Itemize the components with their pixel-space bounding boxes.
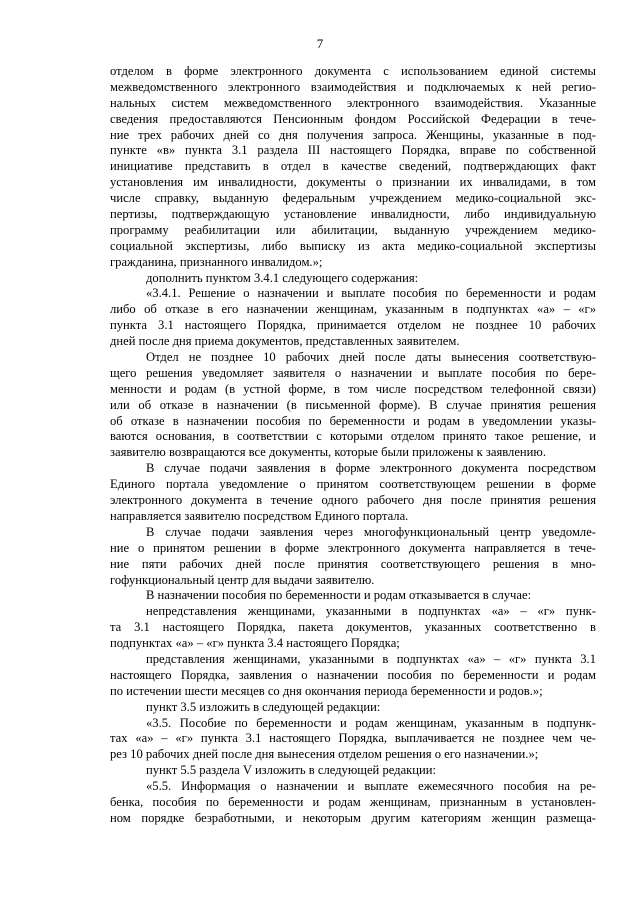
page-number: 7 (316, 36, 324, 51)
text-line: пункт 3.5 изложить в следующей редакции: (146, 699, 381, 714)
text-line: Отдел не позднее 10 рабочих дней после даты вынесения соответствую- (146, 350, 596, 365)
text-line: «5.5. Информация о назначении и выплате ежемесячного пособия на ре- (146, 779, 596, 794)
text-line: настоящего Порядка, заявления о назначении пособия по беременности и родам (110, 667, 596, 682)
text-line: гофункциональный центр для выдачи заявителю. (110, 572, 375, 587)
text-line: ние пяти рабочих дней после принятия соответствующего решения в мно- (110, 556, 596, 571)
text-line: ваются основания, в соответствии с которыми отделом принято такое решение, и (110, 429, 596, 444)
text-line: щего решения уведомляет заявителя о назначении и выплате пособия по бере- (110, 365, 596, 380)
text-line: установления им инвалидности, документы о признании их инвалидами, в том (110, 175, 596, 190)
text-line: В случае подачи заявления через многофункциональный центр уведомле- (146, 524, 596, 539)
text-line: по истечении шести месяцев со дня окончания периода беременности и родов.»; (110, 683, 543, 698)
text-line: тах «а» – «г» пункта 3.1 настоящего Порядка, выплачивается не позднее чем че- (110, 731, 596, 746)
text-line: об отказе в назначении пособия по беременности и родам в уведомлении указы- (110, 413, 596, 428)
text-line: сведения предоставляются Пенсионным фондом Российской Федерации в тече- (110, 111, 596, 126)
text-line: электронного документа в течение одного рабочего дня после принятия решения (110, 493, 596, 508)
text-line: представления женщинами, указанными в подпунктах «а» – «г» пункта 3.1 (146, 651, 596, 666)
text-line: ние о принятом решении в форме электронного документа направляется в тече- (110, 540, 596, 555)
text-line: нальных систем межведомственного электронного взаимодействия. Указанные (110, 95, 596, 110)
text-line: пункте «в» пункта 3.1 раздела III настоящего Порядка, вправе по собственной (110, 143, 596, 158)
text-line: пункта 3.1 настоящего Порядка, принимается отделом не позднее 10 рабочих (110, 318, 596, 333)
text-line: числе справку, выданную федеральным учреждением медико-социальной экс- (110, 191, 596, 206)
text-line: «3.5. Пособие по беременности и родам женщинам, указанным в подпунк- (146, 715, 596, 730)
text-line: ном порядке безработными, и некоторым другим категориям женщин размеща- (110, 810, 596, 825)
text-line: инициативе представить в отдел в качестве сведений, подтверждающих факт (110, 159, 596, 174)
text-line: пункт 5.5 раздела V изложить в следующей редакции: (146, 763, 436, 778)
text-line: рез 10 рабочих дней после дня вынесения отделом решения о его назначении.»; (110, 747, 539, 762)
text-line: дополнить пунктом 3.4.1 следующего содержания: (146, 270, 419, 285)
text-line: дней после дня приема документов, представленных заявителем. (110, 334, 460, 349)
text-line: непредставления женщинами, указанными в подпунктах «а» – «г» пунк- (146, 604, 596, 619)
text-line: В назначении пособия по беременности и родам отказывается в случае: (146, 588, 532, 603)
text-line: гражданина, признанного инвалидом.»; (110, 254, 323, 269)
text-line: В случае подачи заявления в форме электронного документа посредством (146, 461, 596, 476)
text-line: бенка, пособия по беременности и родам женщинам, признанным в установлен- (110, 794, 596, 809)
text-line: социальной экспертизы, либо выписку из акта медико-социальной экспертизы (110, 238, 596, 253)
text-line: ние трех рабочих дней со дня получения запроса. Женщины, указанные в под- (110, 127, 596, 142)
text-line: или об отказе в назначении (в письменной форме). В случае принятия решения (110, 397, 596, 412)
text-line: либо об отказе в его назначении женщинам, указанным в подпунктах «а» – «г» (110, 302, 596, 317)
text-line: менности и родам (в устной форме, в том числе посредством телефонной связи) (110, 381, 596, 396)
text-line: Единого портала уведомление о принятом соответствующем решении в форме (110, 477, 596, 492)
text-line: направляется заявителю посредством Единого портала. (110, 508, 409, 523)
text-line: пертизы, подтверждающую установление инвалидности, либо индивидуальную (110, 207, 596, 222)
text-line: межведомственного электронного взаимодействия и подключаемых к ней регио- (110, 79, 596, 94)
text-line: заявителю возвращаются все документы, которые были приложены к заявлению. (110, 445, 546, 460)
text-line: отделом в форме электронного документа с использованием единой системы (110, 64, 596, 78)
text-line: программу реабилитации или абилитации, выданную учреждением медико- (110, 222, 596, 237)
text-line: подпунктах «а» – «г» пункта 3.4 настоящего Порядка; (110, 636, 400, 651)
document-body (110, 64, 596, 827)
text-line: «3.4.1. Решение о назначении и выплате пособия по беременности и родам (146, 286, 596, 301)
text-line: та 3.1 настоящего Порядка, пакета документов, указанных соответственно в (110, 620, 596, 635)
